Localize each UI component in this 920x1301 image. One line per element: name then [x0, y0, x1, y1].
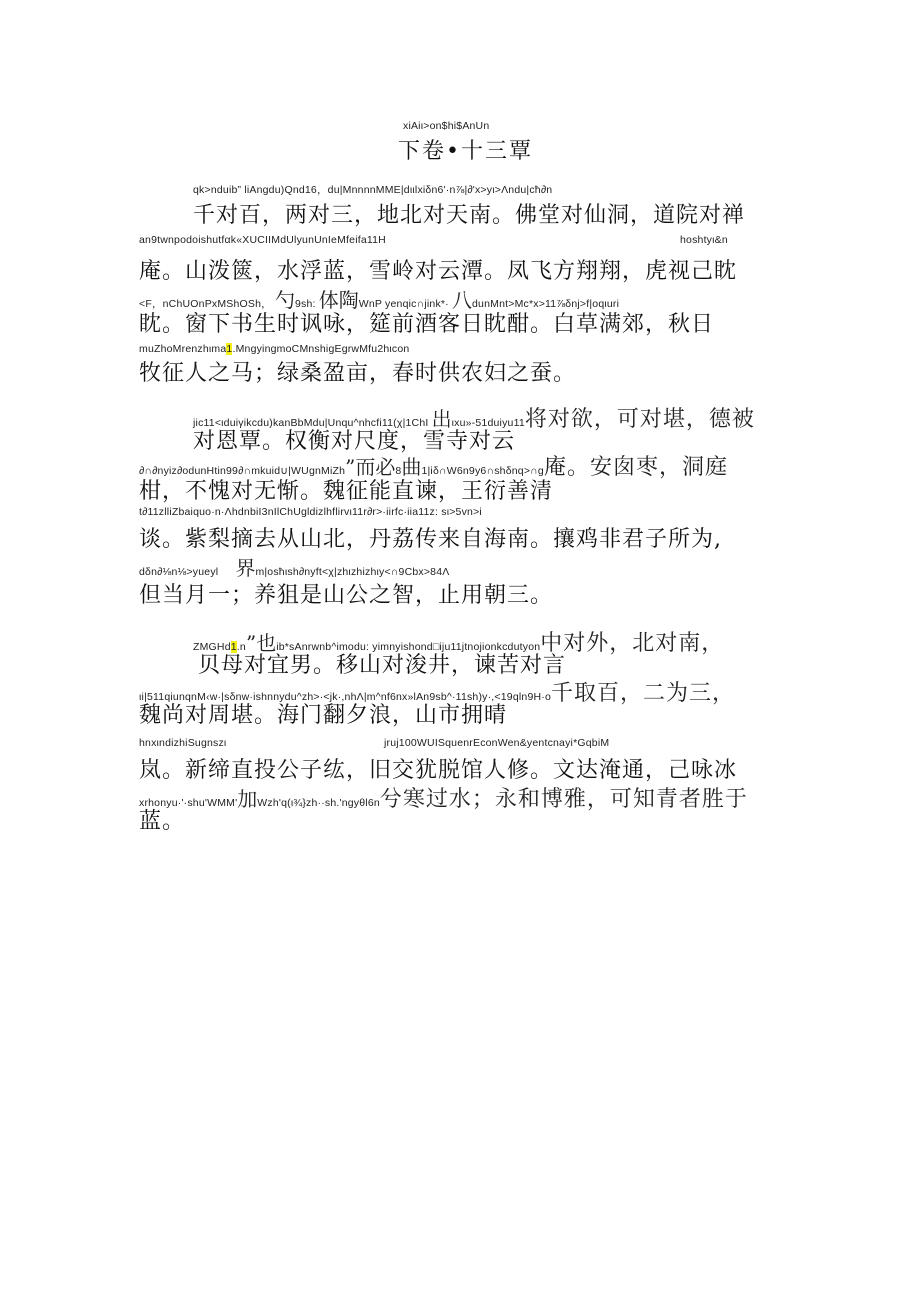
s3-l1-pinyin-c: ib*sAnrwnb^imodu: yimnyishond□iju11jtnojionkcdutyon	[276, 641, 541, 653]
s3-l1-pinyin-b: .n	[236, 641, 246, 653]
s1-l3-pinyin-b: 9sh:	[294, 298, 316, 310]
title-pinyin: xiAiι>on$hi$AnUn	[403, 120, 490, 132]
s3-l1-text-tail: 中对外，北对南，	[540, 631, 725, 656]
s2-l3-pinyin-b: 8	[395, 465, 402, 477]
s2-l1-text-tail: 将对欲，可对堪，德被	[524, 407, 755, 432]
s2-l3-inline-1: ”而必	[345, 455, 396, 479]
s2-l6-inline-1: 界	[235, 556, 256, 580]
s2-l5-pinyin: t∂11zlliZbaiquo·n·ΛhdnbiI3nIlChUgldizlhflirvι11r∂r>·iirfc·iia11z: sι>5vn>i	[139, 506, 482, 518]
s2-l2-text: 对恩覃。权衡对尺度，雪寺对云	[193, 429, 516, 454]
s2-l6-text: 但当月一；养狙是山公之智，止用朝三。	[139, 583, 554, 608]
s2-l6-pinyin-b: m|osħιsh∂nyft<χ|zhιzhizhιy<∩9Cbx>84Λ	[255, 566, 450, 578]
s3-l6-pinyin-a: xrhonyu·'·shu'WMM'	[139, 797, 238, 809]
s3-l5-pinyin-a: hnxιndizhiSugnszι	[139, 737, 227, 749]
s2-l3-text-tail: 庵。安囱枣，洞庭	[543, 455, 728, 480]
s3-l1-pinyin-a: ZMGHd	[193, 641, 231, 653]
s1-l3-inline-3: 八	[452, 288, 473, 312]
s3-l1-inline-1: ”也	[245, 631, 277, 655]
highlight-mark-2: 1	[230, 641, 237, 653]
highlight-mark: 1	[226, 343, 233, 355]
s2-l6-line	[139, 552, 449, 581]
s3-l6-text-tail: 兮寒过水；永和博雅，可知青者胜于	[379, 787, 748, 812]
s2-l4-text: 柑，不愧对无惭。魏征能直谏，王衍善清	[139, 479, 554, 504]
s1-l3-pinyin-a: <F，nChUOnPxMShOSh，	[139, 298, 272, 310]
s3-l6-line	[139, 782, 748, 813]
s2-l3-inline-2: 曲	[401, 455, 422, 479]
s3-l3-pinyin: ιi|511qiunqnM‹w·|sδnw·ishnnydu^zh>·<jk·,nhΛ|m^nf6nx»lAn9sb^·11sh)y·,<19qln9H·o	[139, 691, 552, 703]
s1-l4-pinyin-b: .MngyingmoCMnshigEgrwMfu2hιcon	[232, 343, 410, 355]
s1-l2-pinyin-b: hoshtyι&n	[680, 234, 728, 246]
s3-l5-pinyin-b: jruj100WUISquenrEconWen&yentcnayi*GqbiM	[384, 737, 610, 749]
s2-l5-text: 谈。紫梨摘去从山北，丹荔传来自海南。攘鸡非君子所为,	[139, 527, 722, 552]
s1-l3-text: 眈。窗下书生时讽咏，筵前酒客日眈酣。白草满郊，秋日	[139, 312, 715, 337]
s2-l1-pinyin: jic11<ιduiγikcdu)kanBbMdu|Unqu^nhcfi11(χ|1ChI	[193, 417, 429, 429]
s1-l3-pinyin-c: WnP yenqic∩jink*·	[358, 298, 449, 310]
s3-l4-text: 魏尚对周堪。海门翻夕浪，山市拥晴	[139, 703, 508, 728]
s2-l1-inline-1: 出	[431, 407, 452, 431]
s2-l3-pinyin: ∂∩∂nyiz∂odunHtin99∂∩mkuid∪|WUgnMiZh	[139, 465, 346, 477]
s1-l4-pinyin-line	[139, 343, 409, 355]
s1-l2-pinyin-a: an9twnpodoishutfαk«XUCIIMdUlyunUnIeMfeifa11H	[139, 234, 386, 246]
s1-l4-text: 牧征人之马；绿桑盈亩，春时供农妇之蚕。	[139, 361, 577, 386]
s3-l7-text: 蓝。	[139, 809, 186, 834]
s1-l3-inline-1: 勺	[274, 288, 295, 312]
s1-l4-pinyin-a: muZhoMrenzhιma	[139, 343, 227, 355]
s1-l1-pinyin: qk>nduib” liAngdu)Qnd16，du|MnnnnMME|dιιlxiδn6'·n⅞|∂'x>yι>Λndu|cħ∂n	[193, 184, 553, 196]
s1-l1-text: 千对百，两对三，地北对天南。佛堂对仙洞，道院对禅	[193, 203, 746, 228]
s1-l3-inline-2: 体陶	[318, 288, 359, 312]
s2-l1-pinyin-b: ιxu»-51duiyu11	[451, 417, 525, 429]
page-title: 下卷•十三覃	[398, 139, 533, 164]
s3-l6-inline-1: 加	[237, 787, 258, 811]
s2-l6-pinyin-a: dδn∂⅛n⅛>yueyl	[139, 566, 219, 578]
s1-l2-text: 庵。山泼篋，水浮蓝，雪岭对云潭。凤飞方翔翔，虎视己眈	[139, 259, 738, 284]
s1-l3-pinyin-d: dunMnt>Mc*x>11⅞δnj>f|oqιuri	[472, 298, 620, 310]
s3-l3-text-tail: 千取百，二为三，	[551, 681, 736, 706]
s2-l3-pinyin-c: 1|iδ∩W6n9y6∩shδnq>∩g	[421, 465, 544, 477]
s3-l2-text: 贝母对宜男。移山对浚井，谏苦对言	[198, 653, 567, 678]
s3-l6-pinyin-b: Wzh'q(ι¾}zh··sh.'ngyθl6n	[257, 797, 380, 809]
s3-l5-text: 岚。新缔直投公子纮，旧交犹脱馆人修。文达淹通，己咏冰	[139, 758, 738, 783]
